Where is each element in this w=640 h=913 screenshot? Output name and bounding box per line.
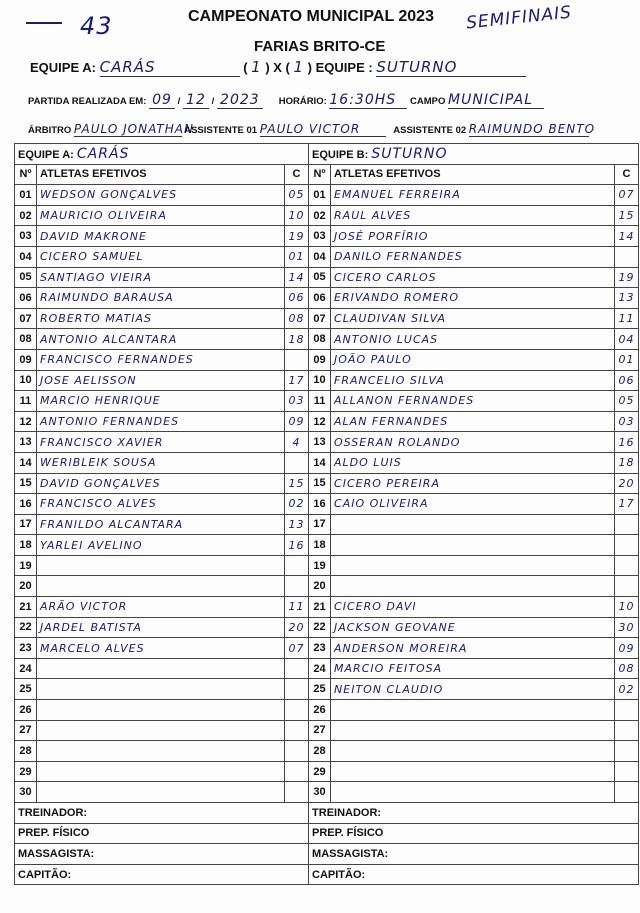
team-b-shirt: 08 <box>615 658 639 679</box>
date-line: PARTIDA REALIZADA EM: 09 / 12 / 2023 HORÁRIO: 16:30HS CAMPO MUNICIPAL <box>28 92 544 109</box>
team-b-athlete <box>331 555 615 576</box>
staff-row <box>15 844 639 865</box>
team-a-shirt: 11 <box>285 597 309 618</box>
team-a-number: 15 <box>15 473 37 494</box>
team-b-number: 29 <box>309 761 331 782</box>
team-a-athlete: DAVID MAKRONE <box>37 226 285 247</box>
team-b-shirt: 10 <box>615 597 639 618</box>
team-b-shirt <box>615 700 639 721</box>
team-b-number: 18 <box>309 535 331 556</box>
team-b-number: 05 <box>309 267 331 288</box>
dash-mark <box>26 22 62 24</box>
team-b-athlete: JACKSON GEOVANE <box>331 617 615 638</box>
date-year: 2023 <box>217 92 263 109</box>
team-a-athlete: JARDEL BATISTA <box>37 617 285 638</box>
team-b-shirt: 19 <box>615 267 639 288</box>
assistant2-name: RAIMUNDO BENTO <box>468 122 596 136</box>
team-a-shirt <box>285 576 309 597</box>
team-a-shirt <box>285 700 309 721</box>
table-row <box>15 741 639 762</box>
team-b-number: 15 <box>309 473 331 494</box>
team-b-shirt <box>615 555 639 576</box>
team-b-number: 28 <box>309 741 331 762</box>
team-b-shirt <box>615 576 639 597</box>
team-b-header: EQUIPE B: SUTURNO <box>309 144 639 165</box>
col-c-b: C <box>615 164 639 185</box>
col-num-a: Nº <box>15 164 37 185</box>
team-b-athlete: NEITON CLAUDIO <box>331 679 615 700</box>
staff-label-b: MASSAGISTA: <box>309 844 639 865</box>
team-b-shirt: 17 <box>615 494 639 515</box>
team-b-number: 13 <box>309 432 331 453</box>
team-b-number: 11 <box>309 391 331 412</box>
team-b-number: 21 <box>309 597 331 618</box>
team-a-number: 29 <box>15 761 37 782</box>
team-a-number: 22 <box>15 617 37 638</box>
table-row <box>15 494 639 515</box>
team-a-number: 14 <box>15 452 37 473</box>
team-a-number: 27 <box>15 720 37 741</box>
team-b-number: 12 <box>309 411 331 432</box>
team-b-athlete: ALAN FERNANDES <box>331 411 615 432</box>
table-row <box>15 617 639 638</box>
team-a-shirt: 06 <box>285 288 309 309</box>
team-b-shirt: 06 <box>615 370 639 391</box>
assistant2-label: ASSISTENTE 02 <box>393 125 467 136</box>
team-a-athlete: ROBERTO MATIAS <box>37 308 285 329</box>
col-athletes-b: ATLETAS EFETIVOS <box>331 164 615 185</box>
team-a-athlete: JOSE AELISSON <box>37 370 285 391</box>
team-a-number: 13 <box>15 432 37 453</box>
table-row <box>15 720 639 741</box>
team-b-athlete: ANDERSON MOREIRA <box>331 638 615 659</box>
team-a-number: 20 <box>15 576 37 597</box>
field-value: MUNICIPAL <box>448 92 544 109</box>
team-a-number: 03 <box>15 226 37 247</box>
team-a-shirt: 10 <box>285 205 309 226</box>
date-month: 12 <box>183 92 209 109</box>
team-a-shirt: 19 <box>285 226 309 247</box>
team-b-number: 17 <box>309 514 331 535</box>
team-a-number: 07 <box>15 308 37 329</box>
team-b-athlete: JOSÉ PORFÍRIO <box>331 226 615 247</box>
team-a-athlete: SANTIAGO VIEIRA <box>37 267 285 288</box>
field-label: CAMPO <box>410 96 446 107</box>
table-row <box>15 473 639 494</box>
team-a-shirt <box>285 555 309 576</box>
team-a-athlete <box>37 555 285 576</box>
table-row <box>15 432 639 453</box>
team-a-athlete: ANTONIO ALCANTARA <box>37 329 285 350</box>
page-title: CAMPEONATO MUNICIPAL 2023 <box>188 8 434 25</box>
team-b-name: SUTURNO <box>376 58 526 77</box>
team-a-number: 19 <box>15 555 37 576</box>
staff-row <box>15 823 639 844</box>
team-a-athlete: FRANCISCO FERNANDES <box>37 349 285 370</box>
team-b-athlete <box>331 535 615 556</box>
team-a-shirt <box>285 782 309 803</box>
team-b-athlete: OSSERAN ROLANDO <box>331 432 615 453</box>
team-b-number: 07 <box>309 308 331 329</box>
team-b-athlete: CICERO PEREIRA <box>331 473 615 494</box>
team-a-number: 17 <box>15 514 37 535</box>
team-b-shirt: 01 <box>615 349 639 370</box>
table-row <box>15 535 639 556</box>
table-row <box>15 782 639 803</box>
team-a-shirt: 01 <box>285 246 309 267</box>
team-a-shirt: 05 <box>285 185 309 206</box>
team-a-athlete: ANTONIO FERNANDES <box>37 411 285 432</box>
team-b-athlete <box>331 741 615 762</box>
staff-row <box>15 864 639 885</box>
team-a-shirt <box>285 761 309 782</box>
team-b-shirt: 05 <box>615 391 639 412</box>
team-b-shirt: 03 <box>615 411 639 432</box>
team-a-shirt: 09 <box>285 411 309 432</box>
team-b-shirt: 09 <box>615 638 639 659</box>
team-b-number: 16 <box>309 494 331 515</box>
team-header-row <box>15 144 639 165</box>
team-a-number: 24 <box>15 658 37 679</box>
team-a-shirt: 14 <box>285 267 309 288</box>
team-a-label: EQUIPE A: <box>30 60 96 75</box>
table-row <box>15 329 639 350</box>
team-a-athlete: FRANILDO ALCANTARA <box>37 514 285 535</box>
team-b-athlete: CICERO CARLOS <box>331 267 615 288</box>
team-b-shirt <box>615 741 639 762</box>
team-a-shirt: 4 <box>285 432 309 453</box>
page-subtitle: FARIAS BRITO-CE <box>254 38 386 55</box>
date-label: PARTIDA REALIZADA EM: <box>28 96 147 107</box>
team-b-shirt <box>615 246 639 267</box>
team-b-athlete: FRANCELIO SILVA <box>331 370 615 391</box>
team-b-shirt: 07 <box>615 185 639 206</box>
table-row <box>15 349 639 370</box>
team-a-number: 02 <box>15 205 37 226</box>
team-b-shirt: 16 <box>615 432 639 453</box>
table-row <box>15 555 639 576</box>
team-a-number: 23 <box>15 638 37 659</box>
team-a-number: 11 <box>15 391 37 412</box>
team-b-athlete: ERIVANDO ROMERO <box>331 288 615 309</box>
date-day: 09 <box>149 92 175 109</box>
team-b-number: 04 <box>309 246 331 267</box>
team-a-number: 09 <box>15 349 37 370</box>
referee-name: PAULO JONATHAN <box>73 122 194 136</box>
team-a-number: 08 <box>15 329 37 350</box>
team-a-shirt: 16 <box>285 535 309 556</box>
team-a-shirt: 03 <box>285 391 309 412</box>
team-b-athlete <box>331 761 615 782</box>
team-a-number: 04 <box>15 246 37 267</box>
team-b-shirt: 14 <box>615 226 639 247</box>
table-row <box>15 679 639 700</box>
team-b-athlete: ANTONIO LUCAS <box>331 329 615 350</box>
team-a-athlete: ARÃO VICTOR <box>37 597 285 618</box>
team-b-number: 19 <box>309 555 331 576</box>
staff-rows <box>15 803 639 885</box>
team-b-shirt: 04 <box>615 329 639 350</box>
team-a-header: EQUIPE A: CARÁS <box>15 144 309 165</box>
staff-label-a: MASSAGISTA: <box>15 844 309 865</box>
staff-label-a: TREINADOR: <box>15 803 309 824</box>
team-a-athlete <box>37 761 285 782</box>
team-b-number: 25 <box>309 679 331 700</box>
staff-label-b: PREP. FÍSICO <box>309 823 639 844</box>
col-athletes-a: ATLETAS EFETIVOS <box>37 164 285 185</box>
team-a-shirt <box>285 679 309 700</box>
staff-label-b: TREINADOR: <box>309 803 639 824</box>
staff-label-a: PREP. FÍSICO <box>15 823 309 844</box>
team-a-athlete: CICERO SAMUEL <box>37 246 285 267</box>
table-row <box>15 246 639 267</box>
team-b-athlete: MARCIO FEITOSA <box>331 658 615 679</box>
team-a-athlete: YARLEI AVELINO <box>37 535 285 556</box>
team-b-shirt: 30 <box>615 617 639 638</box>
team-a-athlete <box>37 720 285 741</box>
team-b-shirt <box>615 761 639 782</box>
team-a-athlete: FRANCISCO XAVIER <box>37 432 285 453</box>
team-b-number: 22 <box>309 617 331 638</box>
table-row <box>15 761 639 782</box>
team-a-shirt <box>285 720 309 741</box>
team-b-number: 30 <box>309 782 331 803</box>
team-b-number: 23 <box>309 638 331 659</box>
team-b-shirt <box>615 535 639 556</box>
time-value: 16:30HS <box>329 92 407 109</box>
officials-line <box>28 122 596 137</box>
team-a-athlete: FRANCISCO ALVES <box>37 494 285 515</box>
team-a-shirt: 07 <box>285 638 309 659</box>
team-a-shirt <box>285 452 309 473</box>
team-b-number: 24 <box>309 658 331 679</box>
team-b-number: 09 <box>309 349 331 370</box>
team-a-athlete <box>37 679 285 700</box>
assistant1-name: PAULO VICTOR <box>260 122 386 137</box>
team-a-number: 06 <box>15 288 37 309</box>
team-b-shirt: 18 <box>615 452 639 473</box>
staff-label-b: CAPITÃO: <box>309 864 639 885</box>
team-a-shirt <box>285 658 309 679</box>
team-b-number: 14 <box>309 452 331 473</box>
team-b-shirt: 15 <box>615 205 639 226</box>
team-b-athlete: JOÃO PAULO <box>331 349 615 370</box>
team-a-shirt: 15 <box>285 473 309 494</box>
team-a-shirt <box>285 349 309 370</box>
table-row <box>15 638 639 659</box>
team-b-shirt: 13 <box>615 288 639 309</box>
team-a-number: 30 <box>15 782 37 803</box>
team-a-athlete: MAURICIO OLIVEIRA <box>37 205 285 226</box>
team-b-number: 02 <box>309 205 331 226</box>
team-b-number: 10 <box>309 370 331 391</box>
team-a-shirt: 08 <box>285 308 309 329</box>
team-b-number: 26 <box>309 700 331 721</box>
table-row <box>15 514 639 535</box>
team-a-athlete: WEDSON GONÇALVES <box>37 185 285 206</box>
team-b-athlete: ALDO LUIS <box>331 452 615 473</box>
table-row <box>15 308 639 329</box>
team-a-number: 28 <box>15 741 37 762</box>
team-b-shirt <box>615 720 639 741</box>
table-row <box>15 700 639 721</box>
team-b-athlete <box>331 720 615 741</box>
team-a-athlete: RAIMUNDO BARAUSA <box>37 288 285 309</box>
team-b-athlete: CLAUDIVAN SILVA <box>331 308 615 329</box>
table-row <box>15 205 639 226</box>
team-b-shirt: 11 <box>615 308 639 329</box>
team-b-shirt <box>615 782 639 803</box>
team-a-number: 18 <box>15 535 37 556</box>
team-b-number: 20 <box>309 576 331 597</box>
team-a-shirt <box>285 741 309 762</box>
team-b-number: 06 <box>309 288 331 309</box>
team-a-number: 16 <box>15 494 37 515</box>
table-row <box>15 391 639 412</box>
table-row <box>15 226 639 247</box>
col-num-b: Nº <box>309 164 331 185</box>
score-a: 1 <box>251 58 262 76</box>
team-a-shirt: 13 <box>285 514 309 535</box>
team-a-athlete <box>37 658 285 679</box>
team-b-number: 08 <box>309 329 331 350</box>
team-b-shirt <box>615 514 639 535</box>
team-a-athlete: MARCELO ALVES <box>37 638 285 659</box>
team-a-shirt: 20 <box>285 617 309 638</box>
score-b: 1 <box>293 58 305 76</box>
team-b-athlete: CICERO DAVI <box>331 597 615 618</box>
table-row <box>15 452 639 473</box>
column-header-row <box>15 164 639 185</box>
team-b-shirt: 02 <box>615 679 639 700</box>
team-a-name: CARÁS <box>100 58 240 77</box>
team-b-number: 01 <box>309 185 331 206</box>
team-b-number: 27 <box>309 720 331 741</box>
team-a-number: 21 <box>15 597 37 618</box>
athletes-rows <box>15 185 639 803</box>
table-row <box>15 658 639 679</box>
athletes-table <box>14 143 639 885</box>
table-row <box>15 597 639 618</box>
table-row <box>15 267 639 288</box>
team-b-athlete <box>331 700 615 721</box>
team-b-athlete: DANILO FERNANDES <box>331 246 615 267</box>
team-a-athlete: WERIBLEIK SOUSA <box>37 452 285 473</box>
team-b-number: 03 <box>309 226 331 247</box>
team-a-number: 05 <box>15 267 37 288</box>
team-b-athlete: RAUL ALVES <box>331 205 615 226</box>
table-row <box>15 411 639 432</box>
team-a-athlete <box>37 741 285 762</box>
time-label: HORÁRIO: <box>278 96 327 107</box>
team-a-athlete <box>37 782 285 803</box>
assistant1-label: ASSISTENTE 01 <box>184 125 258 136</box>
game-number: 43 <box>80 12 113 40</box>
team-a-shirt: 02 <box>285 494 309 515</box>
teams-line: EQUIPE A: CARÁS ( 1 ) X ( 1 ) EQUIPE : SUTURNO <box>30 58 526 77</box>
team-a-number: 10 <box>15 370 37 391</box>
team-a-athlete: DAVID GONÇALVES <box>37 473 285 494</box>
team-a-athlete <box>37 700 285 721</box>
team-a-shirt: 17 <box>285 370 309 391</box>
team-b-athlete <box>331 514 615 535</box>
table-row <box>15 576 639 597</box>
table-row <box>15 288 639 309</box>
table-row <box>15 370 639 391</box>
team-b-athlete: EMANUEL FERREIRA <box>331 185 615 206</box>
team-a-number: 25 <box>15 679 37 700</box>
staff-row <box>15 803 639 824</box>
team-a-athlete <box>37 576 285 597</box>
team-b-label: EQUIPE : <box>315 60 373 75</box>
team-a-number: 01 <box>15 185 37 206</box>
team-b-athlete: CAIO OLIVEIRA <box>331 494 615 515</box>
team-a-number: 26 <box>15 700 37 721</box>
stage-label: SEMIFINAIS <box>465 2 573 34</box>
table-row <box>15 185 639 206</box>
team-a-shirt: 18 <box>285 329 309 350</box>
team-b-athlete: ALLANON FERNANDES <box>331 391 615 412</box>
col-c-a: C <box>285 164 309 185</box>
team-a-number: 12 <box>15 411 37 432</box>
team-a-athlete: MARCIO HENRIQUE <box>37 391 285 412</box>
team-b-shirt: 20 <box>615 473 639 494</box>
team-b-athlete <box>331 576 615 597</box>
referee-label: ÁRBITRO <box>28 125 72 136</box>
staff-label-a: CAPITÃO: <box>15 864 309 885</box>
team-b-athlete <box>331 782 615 803</box>
